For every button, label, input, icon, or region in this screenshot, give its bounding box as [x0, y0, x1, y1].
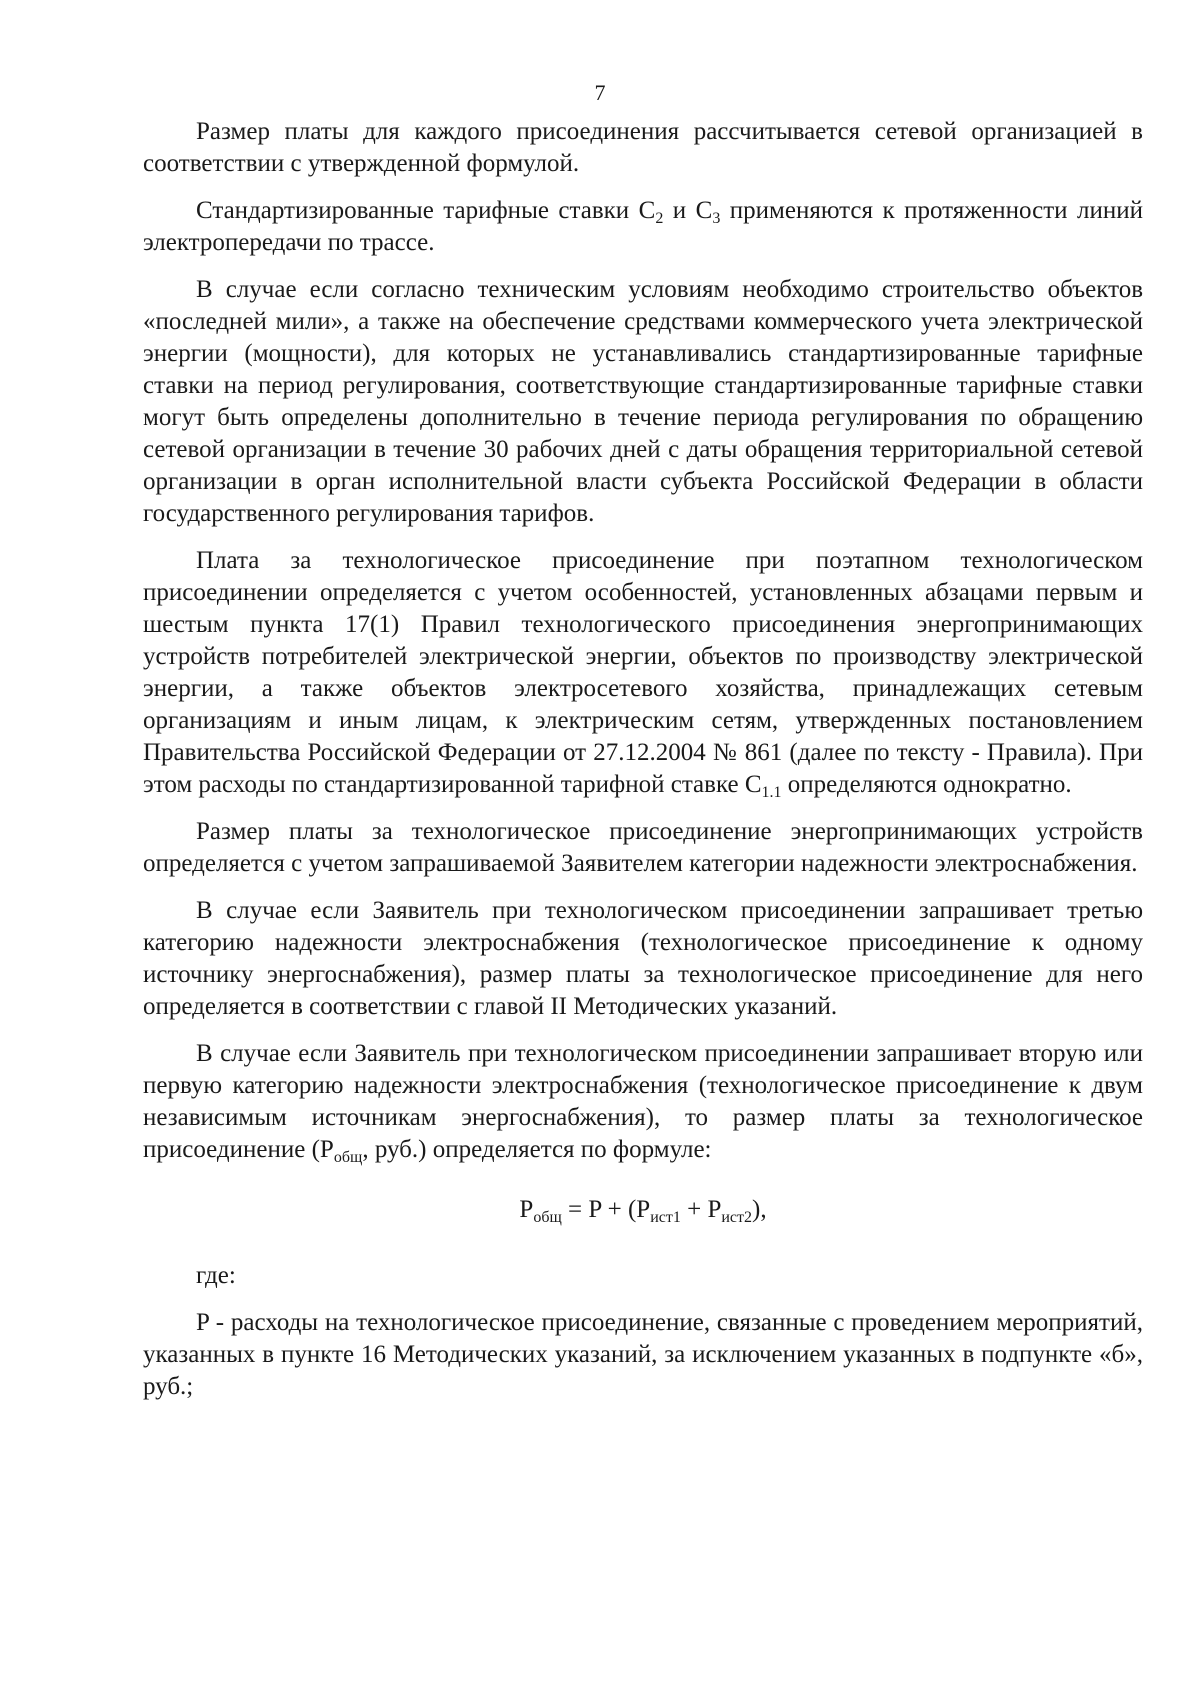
- where-label: где:: [196, 1262, 236, 1289]
- paragraph-third-category: В случае если Заявитель при технологическом присоединении запрашивает третью категорию надежности электроснабжения (технологическое присоединение к одному источнику энергоснабжения), размер платы за технологическое присоединение для него определяется в соответствии с главой II Методических указаний.: [143, 897, 1143, 1020]
- document-body: [143, 116, 1143, 1418]
- paragraph-last-mile: В случае если согласно техническим условиям необходимо строительство объектов «последней мили», а также на обеспечение средствами коммерческого учета электрической энергии (мощности), для которых не устанавливались стандартизированные тарифные ставки на период регулирования, соответствующие стандартизированные тарифные ставки могут быть определены дополнительно в течение периода регулирования по обращению сетевой организации в течение 30 рабочих дней с даты обращения территориальной сетевой организации в орган исполнительной власти субъекта Российской Федерации в области государственного регулирования тарифов.: [143, 276, 1143, 527]
- paragraph-tariff-rates-c2-c3: Стандартизированные тарифные ставки $C_2$ и $C_3$ применяются к протяженности линий электропередачи по трассе.: [143, 197, 1144, 256]
- paragraph-staged-connection: Плата за технологическое присоединение при поэтапном технологическом присоединении определяется с учетом особенностей, установленных абзацами первым и шестым пункта 17(1) Правил технологического присоединения энергопринимающих устройств потребителей электрической энергии, объектов по производству электрической энергии, а также объектов электросетевого хозяйства, принадлежащих сетевым организациям и иным лицам, к электрическим сетям, утвержденных постановлением Правительства Российской Федерации от 27.12.2004 № 861 (далее по тексту - Правила). При этом расходы по стандартизированной тарифной ставке $C_{1.1}$ определяются однократно.: [143, 547, 1143, 801]
- page-number: 7: [594, 80, 606, 105]
- paragraph-first-second-category: В случае если Заявитель при технологическом присоединении запрашивает вторую или первую категорию надежности электроснабжения (технологическое присоединение к двум независимым источникам энергоснабжения), то размер платы за технологическое присоединение ($P_{общ}$, руб.) определяется по формуле:: [143, 1040, 1143, 1166]
- paragraph-reliability-category: Размер платы за технологическое присоединение энергопринимающих устройств определяется с учетом запрашиваемой Заявителем категории надежности электроснабжения.: [143, 818, 1143, 877]
- paragraph-definition-p: P - расходы на технологическое присоединение, связанные с проведением мероприятий, указанных в пункте 16 Методических указаний, за исключением указанных в подпункте «б», руб.;: [143, 1309, 1143, 1400]
- paragraph-fee-per-connection: Размер платы для каждого присоединения рассчитывается сетевой организацией в соответствии с утвержденной формулой.: [143, 118, 1143, 177]
- formula-total-fee: $P_{общ} = P + (P_{ист1} + P_{ист2})$,: [519, 1196, 767, 1226]
